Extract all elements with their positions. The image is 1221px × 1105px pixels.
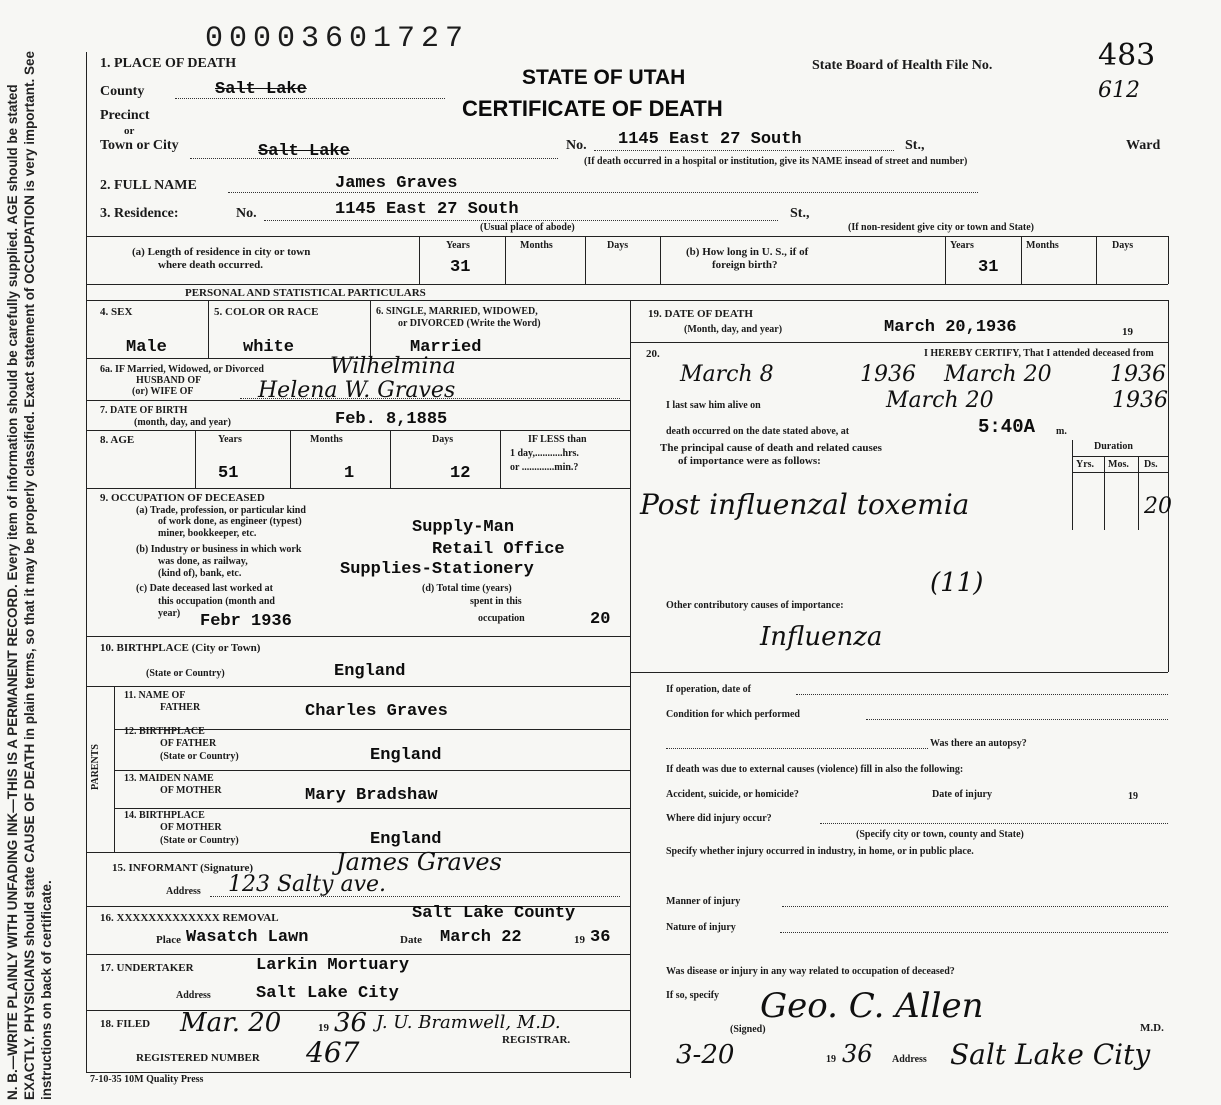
occ-d3: occupation [478, 613, 525, 624]
death-date-value: March 20,1936 [884, 318, 1017, 337]
file-number: 483 [1098, 38, 1156, 73]
registrar-signature: J. U. Bramwell, M.D. [376, 1012, 561, 1033]
file-label: State Board of Health File No. [812, 58, 993, 73]
last-saw-year: 1936 [1112, 388, 1168, 413]
col-line [208, 300, 209, 358]
us-days-h: Days [1112, 240, 1134, 251]
rule-residence [86, 236, 1168, 237]
time-suffix: m. [1056, 426, 1067, 437]
age-days-h: Days [432, 434, 454, 445]
nonresident-note: (If non-resident give city or town and State) [848, 222, 1035, 233]
us-label-1: (b) How long in U. S., if of [686, 246, 809, 258]
informant-address: 123 Salty ave. [228, 872, 387, 897]
age-months-value: 1 [344, 464, 355, 483]
time-value: 5:40A [978, 416, 1036, 438]
dur-line [1104, 456, 1105, 530]
fill-line [820, 823, 1168, 824]
length-months-h: Months [520, 240, 553, 251]
occ-b3: (kind of), bank, etc. [158, 568, 242, 579]
county-value: Salt Lake [215, 80, 307, 99]
us-years-value: 31 [978, 258, 999, 277]
col-line [500, 430, 501, 488]
spouse-label-2: HUSBAND OF [136, 375, 202, 386]
length-label-2: where death occurred. [158, 259, 263, 271]
length-years-h: Years [446, 240, 470, 251]
footer-printer: 7-10-35 10M Quality Press [90, 1074, 204, 1085]
burial-place-value: Wasatch Lawn [186, 928, 309, 947]
dur-line [1138, 456, 1139, 530]
dur-line [1072, 440, 1073, 530]
father-label-2: FATHER [160, 702, 201, 713]
burial-place-label: Place [156, 934, 182, 946]
fill-line [190, 158, 558, 159]
contributory-label: Other contributory causes of importance: [666, 600, 844, 611]
attended-from-year: 1936 [860, 362, 916, 387]
us-months-h: Months [1026, 240, 1059, 251]
operation-label: If operation, date of [666, 684, 751, 695]
informant-address-label: Address [166, 886, 201, 897]
cause-label-2: of importance were as follows: [678, 455, 821, 467]
occ-d1: (d) Total time (years) [422, 583, 512, 594]
cause-duration-days: 20 [1144, 494, 1172, 519]
us-label-2: foreign birth? [712, 259, 778, 271]
color-label: 5. COLOR OR RACE [214, 306, 319, 318]
rule [630, 300, 1168, 301]
parents-side-label: PARENTS [90, 744, 101, 790]
fbirth-label-3: (State or Country) [160, 751, 239, 762]
injury-year: 19 [1128, 791, 1138, 802]
fbirth-label-1: 12. BIRTHPLACE [124, 726, 205, 737]
age-label: 8. AGE [100, 434, 135, 446]
fill-line [240, 398, 620, 399]
rule [86, 488, 630, 489]
residence-value: 1145 East 27 South [335, 200, 519, 219]
rule [86, 686, 630, 687]
removal-value: Salt Lake County [412, 904, 576, 923]
dur-line [1072, 472, 1168, 473]
marital-label-2: or DIVORCED (Write the Word) [398, 318, 541, 329]
mbirth-label-3: (State or Country) [160, 835, 239, 846]
birthplace-state-label: (State or Country) [146, 668, 225, 679]
spouse-label-3: (or) WIFE OF [132, 386, 194, 397]
occ-b2: was done, as railway, [158, 556, 248, 567]
condition-label: Condition for which performed [666, 709, 800, 720]
box-line [1096, 236, 1097, 284]
rule [114, 808, 630, 809]
occupation-label: 9. OCCUPATION OF DECEASED [100, 492, 265, 504]
margin-instructions: N. B.—WRITE PLAINLY WITH UNFADING INK—THIS IS A PERMANENT RECORD. Every item of information should be carefully supplied. AGE should be stated EXACTLY. PHYSICIANS should state CAUSE OF DEATH in plain terms, so that it may be properly classified. Exact statement of OCCUPATION is very important. See instructions on back of certificate. [5, 51, 54, 1100]
father-value: Charles Graves [305, 702, 448, 721]
occ-b-value-1: Retail Office [432, 540, 565, 559]
duration-header: Duration [1094, 441, 1133, 452]
or-label: or [124, 125, 135, 137]
dob-label-2: (month, day, and year) [134, 417, 231, 428]
undertaker-address-label: Address [176, 990, 211, 1001]
duration-yrs: Yrs. [1076, 459, 1095, 470]
box-line [419, 236, 420, 284]
nature-label: Nature of injury [666, 922, 736, 933]
informant-label: 15. INFORMANT (Signature) [112, 862, 254, 874]
mother-label-1: 13. MAIDEN NAME [124, 773, 214, 784]
sex-value: Male [126, 338, 167, 357]
residence-no-label: No. [236, 206, 257, 221]
box-line [585, 236, 586, 284]
father-label-1: 11. NAME OF [124, 690, 186, 701]
mbirth-label-2: OF MOTHER [160, 822, 222, 833]
cause-code: (11) [930, 568, 984, 598]
signed-label: (Signed) [730, 1024, 766, 1035]
occ-a2: of work done, as engineer (typest) [158, 516, 302, 527]
manner-label: Manner of injury [666, 896, 741, 907]
cause-label-1: The principal cause of death and related causes [660, 442, 882, 454]
full-name-label: 2. FULL NAME [100, 178, 197, 193]
burial-year-prefix: 19 [574, 934, 585, 946]
length-years-value: 31 [450, 258, 471, 277]
certify-statement: I HEREBY CERTIFY, That I attended deceased from [924, 348, 1154, 359]
personal-header: PERSONAL AND STATISTICAL PARTICULARS [185, 287, 426, 299]
mother-value: Mary Bradshaw [305, 786, 438, 805]
col-line [390, 430, 391, 488]
death-date-label-2: (Month, day, and year) [684, 324, 783, 335]
age-years-value: 51 [218, 464, 239, 483]
registered-number: 467 [306, 1036, 360, 1069]
fill-line [175, 98, 445, 99]
box-line [660, 236, 661, 284]
mbirth-label-1: 14. BIRTHPLACE [124, 810, 205, 821]
sign-date: 3-20 [676, 1040, 735, 1070]
contributory-value: Influenza [760, 622, 883, 652]
birthplace-label: 10. BIRTHPLACE (City or Town) [100, 642, 261, 654]
specify-note: (Specify city or town, county and State) [856, 829, 1024, 840]
filed-year: 36 [334, 1008, 368, 1038]
dob-value: Feb. 8,1885 [335, 410, 448, 429]
fill-line [228, 192, 978, 193]
residence-label: 3. Residence: [100, 206, 179, 221]
informant-signature: James Graves [336, 848, 502, 876]
if-so-label: If so, specify [666, 990, 720, 1001]
attended-from: March 8 [680, 362, 774, 387]
certify-number: 20. [646, 348, 660, 360]
file-note: 612 [1098, 78, 1140, 103]
occ-c3: year) [158, 608, 181, 619]
if-less-2: 1 day,...........hrs. [510, 448, 579, 459]
filed-year-prefix: 19 [318, 1022, 329, 1034]
filed-label: 18. FILED [100, 1018, 151, 1030]
occ-a3: miner, bookkeeper, etc. [158, 528, 257, 539]
rule [114, 770, 630, 771]
usual-abode-note: (Usual place of abode) [480, 222, 575, 233]
sign-year: 36 [842, 1040, 873, 1068]
burial-label: 16. XXXXXXXXXXXXX REMOVAL [100, 912, 279, 924]
burial-date-value: March 22 [440, 928, 522, 947]
age-years-h: Years [218, 434, 242, 445]
frame-left [86, 52, 87, 1072]
precinct-label: Precinct [100, 108, 150, 123]
registrar-label: REGISTRAR. [502, 1034, 571, 1046]
sign-year-prefix: 19 [826, 1054, 836, 1065]
full-name-value: James Graves [335, 174, 458, 193]
col-line [290, 430, 291, 488]
col-line [370, 300, 371, 358]
occ-a1: (a) Trade, profession, or particular kind [136, 505, 306, 516]
fill-line [780, 932, 1168, 933]
rule [86, 954, 630, 955]
certificate-stamp-number: 00003601727 [205, 22, 470, 56]
autopsy-label: Was there an autopsy? [930, 738, 1027, 749]
box-line [505, 236, 506, 284]
occ-d-value: 20 [590, 610, 611, 629]
death-date-label-1: 19. DATE OF DEATH [648, 308, 753, 320]
fill-line [782, 906, 1168, 907]
attended-to-year: 1936 [1110, 362, 1166, 387]
occ-d2: spent in this [470, 596, 522, 607]
where-label: Where did injury occur? [666, 813, 772, 824]
occupation-question: Was disease or injury in any way related to occupation of deceased? [666, 966, 955, 977]
undertaker-label: 17. UNDERTAKER [100, 962, 194, 974]
rule [86, 636, 630, 637]
certificate-title: CERTIFICATE OF DEATH [462, 96, 723, 121]
last-saw-value: March 20 [886, 388, 994, 413]
spouse-value: Helena W. Graves [258, 378, 456, 403]
fill-line [594, 150, 894, 151]
rule [630, 672, 1168, 673]
birthplace-value: England [334, 662, 406, 681]
filed-date: Mar. 20 [180, 1008, 282, 1038]
spouse-label-1: 6a. IF Married, Widowed, or Divorced [100, 364, 264, 375]
fbirth-label-2: OF FATHER [160, 738, 217, 749]
if-less-3: or .............min.? [510, 462, 579, 473]
frame-right-res [1168, 236, 1169, 284]
last-saw-label: I last saw him alive on [666, 400, 761, 411]
time-label: death occurred on the date stated above, at [666, 426, 850, 437]
physician-signature: Geo. C. Allen [760, 986, 984, 1026]
age-days-value: 12 [450, 464, 471, 483]
external-causes-label: If death was due to external causes (violence) fill in also the following: [666, 764, 964, 775]
fbirth-value: England [370, 746, 442, 765]
street-no-label: No. [566, 138, 587, 153]
undertaker-value: Larkin Mortuary [256, 956, 410, 975]
occ-b-value-2: Supplies-Stationery [340, 560, 534, 579]
occ-b1: (b) Industry or business in which work [136, 544, 302, 555]
town-label: Town or City [100, 138, 179, 153]
frame-middle [630, 300, 631, 1078]
place-section-label: 1. PLACE OF DEATH [100, 56, 237, 71]
color-value: white [243, 338, 295, 357]
mother-label-2: OF MOTHER [160, 785, 222, 796]
parents-bracket [114, 686, 115, 852]
fill-line [866, 719, 1168, 720]
injury-date-label: Date of injury [932, 789, 992, 800]
spouse-handwritten: Wilhelmina [330, 354, 456, 379]
institution-note: (If death occurred in a hospital or institution, give its NAME insead of street and number) [584, 156, 968, 167]
rule [86, 1072, 630, 1073]
if-less-1: IF LESS than [528, 434, 587, 445]
county-label: County [100, 84, 145, 99]
undertaker-address-value: Salt Lake City [256, 984, 399, 1003]
registered-number-label: REGISTERED NUMBER [136, 1052, 260, 1064]
mbirth-value: England [370, 830, 442, 849]
length-days-h: Days [607, 240, 629, 251]
md-label: M.D. [1140, 1022, 1164, 1034]
burial-date-label: Date [400, 934, 422, 946]
ward-label: Ward [1126, 138, 1161, 153]
death-date-year-suffix: 19 [1122, 326, 1133, 338]
occ-c1: (c) Date deceased last worked at [136, 583, 273, 594]
fill-line [796, 694, 1168, 695]
length-label-1: (a) Length of residence in city or town [132, 246, 311, 258]
occ-c2: this occupation (month and [158, 596, 275, 607]
duration-mos: Mos. [1108, 459, 1129, 470]
occ-a-value: Supply-Man [412, 518, 515, 537]
col-line [195, 430, 196, 488]
specify-label: Specify whether injury occurred in industry, in home, or in public place. [666, 846, 974, 857]
rule-personal-top [86, 284, 1168, 285]
dur-line [1072, 456, 1168, 457]
dob-label-1: 7. DATE OF BIRTH [100, 405, 188, 416]
rule [86, 300, 630, 301]
accident-label: Accident, suicide, or homicide? [666, 789, 799, 800]
age-months-h: Months [310, 434, 343, 445]
residence-st-label: St., [790, 206, 810, 221]
rule [86, 430, 630, 431]
street-value: 1145 East 27 South [618, 130, 802, 149]
state-title: STATE OF UTAH [522, 66, 686, 89]
frame-right [1168, 300, 1169, 672]
burial-year-value: 36 [590, 928, 611, 947]
duration-ds: Ds. [1144, 459, 1158, 470]
fill-line [264, 220, 778, 221]
marital-value: Married [410, 338, 482, 357]
rule [630, 342, 1168, 343]
physician-address-label: Address [892, 1054, 927, 1065]
sex-label: 4. SEX [100, 306, 133, 318]
physician-address: Salt Lake City [950, 1038, 1151, 1071]
fill-line [666, 748, 928, 749]
fill-line [210, 896, 620, 897]
street-st-label: St., [905, 138, 925, 153]
marital-label-1: 6. SINGLE, MARRIED, WIDOWED, [376, 306, 538, 317]
town-value: Salt Lake [258, 142, 350, 161]
attended-to: March 20 [944, 362, 1052, 387]
box-line [945, 236, 946, 284]
occ-c-value: Febr 1936 [200, 612, 292, 631]
cause-value: Post influenzal toxemia [640, 488, 970, 521]
us-years-h: Years [950, 240, 974, 251]
box-line [1021, 236, 1022, 284]
